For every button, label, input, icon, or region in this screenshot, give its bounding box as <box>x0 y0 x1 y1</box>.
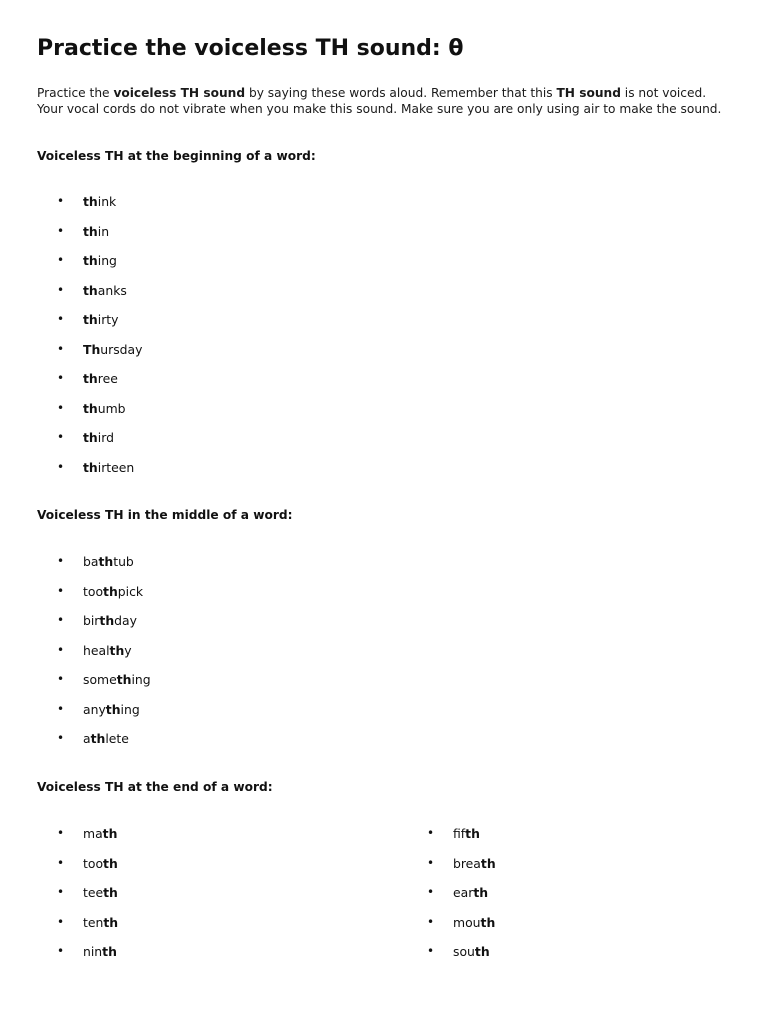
list-item <box>407 915 707 945</box>
intro-bold-1: voiceless TH sound <box>113 86 246 100</box>
word-th-highlight: th <box>480 914 496 930</box>
section-heading-end: Voiceless TH at the end of a word: <box>37 780 273 794</box>
list-item <box>37 460 367 490</box>
word-suffix: ing <box>120 701 140 717</box>
word-th-highlight: th <box>103 914 119 930</box>
word-th-highlight: th <box>473 885 489 900</box>
bullet-icon: • <box>57 642 65 657</box>
word-suffix: irty <box>97 312 119 327</box>
bullet-icon: • <box>57 613 65 627</box>
list-item <box>37 826 367 856</box>
intro-bold-2: TH sound <box>556 86 621 100</box>
word-th-highlight: th <box>83 312 98 327</box>
word-prefix: brea <box>453 855 481 871</box>
word-prefix: mou <box>453 914 481 930</box>
bullet-icon: • <box>57 554 65 568</box>
list-item <box>37 672 367 702</box>
bullet-icon: • <box>57 253 65 267</box>
word-prefix: ba <box>83 554 99 569</box>
bullet-icon: • <box>57 400 65 415</box>
bullet-icon: • <box>57 855 65 870</box>
list-item <box>37 554 367 584</box>
list-item <box>407 856 707 886</box>
word-th-highlight: th <box>102 944 117 959</box>
bullet-icon: • <box>57 885 65 899</box>
word-th-highlight: th <box>105 701 121 717</box>
bullet-icon: • <box>57 430 65 444</box>
list-item <box>407 826 707 856</box>
intro-text-1: Practice the <box>37 86 114 100</box>
word-th-highlight: th <box>103 583 118 599</box>
word-list-end-right <box>407 826 707 974</box>
word-th-highlight: th <box>83 194 98 209</box>
section-heading-beginning: Voiceless TH at the beginning of a word: <box>37 149 316 163</box>
word-prefix: heal <box>83 642 110 658</box>
list-item <box>37 342 367 372</box>
bullet-icon: • <box>427 826 435 840</box>
word-th-highlight: th <box>465 826 480 841</box>
intro-text-2: by saying these words aloud. Remember that this <box>245 86 557 100</box>
word-th-highlight: th <box>103 855 118 871</box>
list-item <box>37 430 367 460</box>
word-suffix: ird <box>97 430 114 445</box>
section-heading-middle: Voiceless TH in the middle of a word: <box>37 508 293 522</box>
bullet-icon: • <box>57 731 65 745</box>
list-item <box>407 944 707 974</box>
word-prefix: ten <box>83 914 104 930</box>
word-th-highlight: th <box>480 855 496 871</box>
list-item <box>37 253 367 283</box>
word-prefix: too <box>83 583 104 599</box>
list-item <box>37 856 367 886</box>
word-prefix: any <box>83 701 106 717</box>
word-prefix: tee <box>83 885 104 900</box>
word-suffix: ink <box>97 194 117 209</box>
word-prefix: ear <box>453 885 474 900</box>
word-suffix: ree <box>97 371 118 386</box>
bullet-icon: • <box>57 282 65 297</box>
list-item <box>37 283 367 313</box>
word-prefix: nin <box>83 944 103 959</box>
list-item <box>37 944 367 974</box>
word-suffix: day <box>114 613 137 628</box>
word-suffix: ing <box>131 672 151 687</box>
word-list-end-left <box>37 826 367 974</box>
bullet-icon: • <box>427 885 435 899</box>
word-th-highlight: th <box>83 282 98 298</box>
intro-text-3: is not voiced. Your vocal cords do not vibrate when you make this sound. Make sure you are only using air to make the sound. <box>37 86 722 116</box>
word-suffix: ursday <box>100 341 143 357</box>
intro-paragraph <box>37 86 731 117</box>
list-item <box>407 885 707 915</box>
word-th-highlight: th <box>103 885 118 900</box>
word-suffix: irteen <box>97 459 135 475</box>
word-th-highlight: th <box>83 459 98 475</box>
word-th-highlight: th <box>83 430 98 445</box>
list-item <box>37 312 367 342</box>
list-item <box>37 885 367 915</box>
word-prefix: ma <box>83 826 103 841</box>
list-item <box>37 224 367 254</box>
word-suffix: umb <box>97 400 126 416</box>
list-item <box>37 702 367 732</box>
word-prefix: sou <box>453 944 475 959</box>
bullet-icon: • <box>57 223 65 238</box>
bullet-icon: • <box>57 701 65 716</box>
bullet-icon: • <box>57 944 65 958</box>
word-prefix: fif <box>453 826 466 841</box>
word-th-highlight: th <box>116 672 132 687</box>
word-th-highlight: th <box>90 731 106 746</box>
word-suffix: in <box>97 223 110 239</box>
bullet-icon: • <box>57 459 65 474</box>
bullet-icon: • <box>57 312 65 326</box>
word-suffix: lete <box>105 731 129 746</box>
word-suffix: ing <box>97 253 117 268</box>
word-suffix: pick <box>117 583 144 599</box>
bullet-icon: • <box>427 914 435 929</box>
word-suffix: tub <box>113 554 134 569</box>
word-prefix: bir <box>83 613 100 628</box>
list-item <box>37 401 367 431</box>
bullet-icon: • <box>57 341 65 356</box>
word-prefix: some <box>83 672 117 687</box>
list-item <box>37 194 367 224</box>
word-th-highlight: th <box>109 642 125 658</box>
word-th-highlight: th <box>83 253 98 268</box>
bullet-icon: • <box>57 914 65 929</box>
bullet-icon: • <box>57 583 65 598</box>
word-th-highlight: th <box>83 371 98 386</box>
list-item <box>37 371 367 401</box>
word-prefix: a <box>83 731 91 746</box>
word-th-highlight: Th <box>83 341 101 357</box>
word-th-highlight: th <box>99 613 115 628</box>
list-item <box>37 915 367 945</box>
word-suffix: anks <box>97 282 127 298</box>
word-th-highlight: th <box>474 944 490 959</box>
list-item <box>37 584 367 614</box>
word-prefix: too <box>83 855 104 871</box>
word-th-highlight: th <box>83 223 98 239</box>
bullet-icon: • <box>427 944 435 958</box>
word-th-highlight: th <box>83 400 98 416</box>
bullet-icon: • <box>57 672 65 686</box>
bullet-icon: • <box>57 371 65 385</box>
list-item <box>37 643 367 673</box>
word-list-middle <box>37 554 367 761</box>
list-item <box>37 731 367 761</box>
document-page <box>37 34 731 959</box>
bullet-icon: • <box>427 855 435 870</box>
bullet-icon: • <box>57 826 65 840</box>
word-list-beginning <box>37 194 367 489</box>
word-th-highlight: th <box>98 554 114 569</box>
list-item <box>37 613 367 643</box>
word-suffix: y <box>124 642 132 658</box>
word-th-highlight: th <box>102 826 118 841</box>
bullet-icon: • <box>57 194 65 208</box>
page-title: Practice the voiceless TH sound: θ <box>37 36 464 61</box>
